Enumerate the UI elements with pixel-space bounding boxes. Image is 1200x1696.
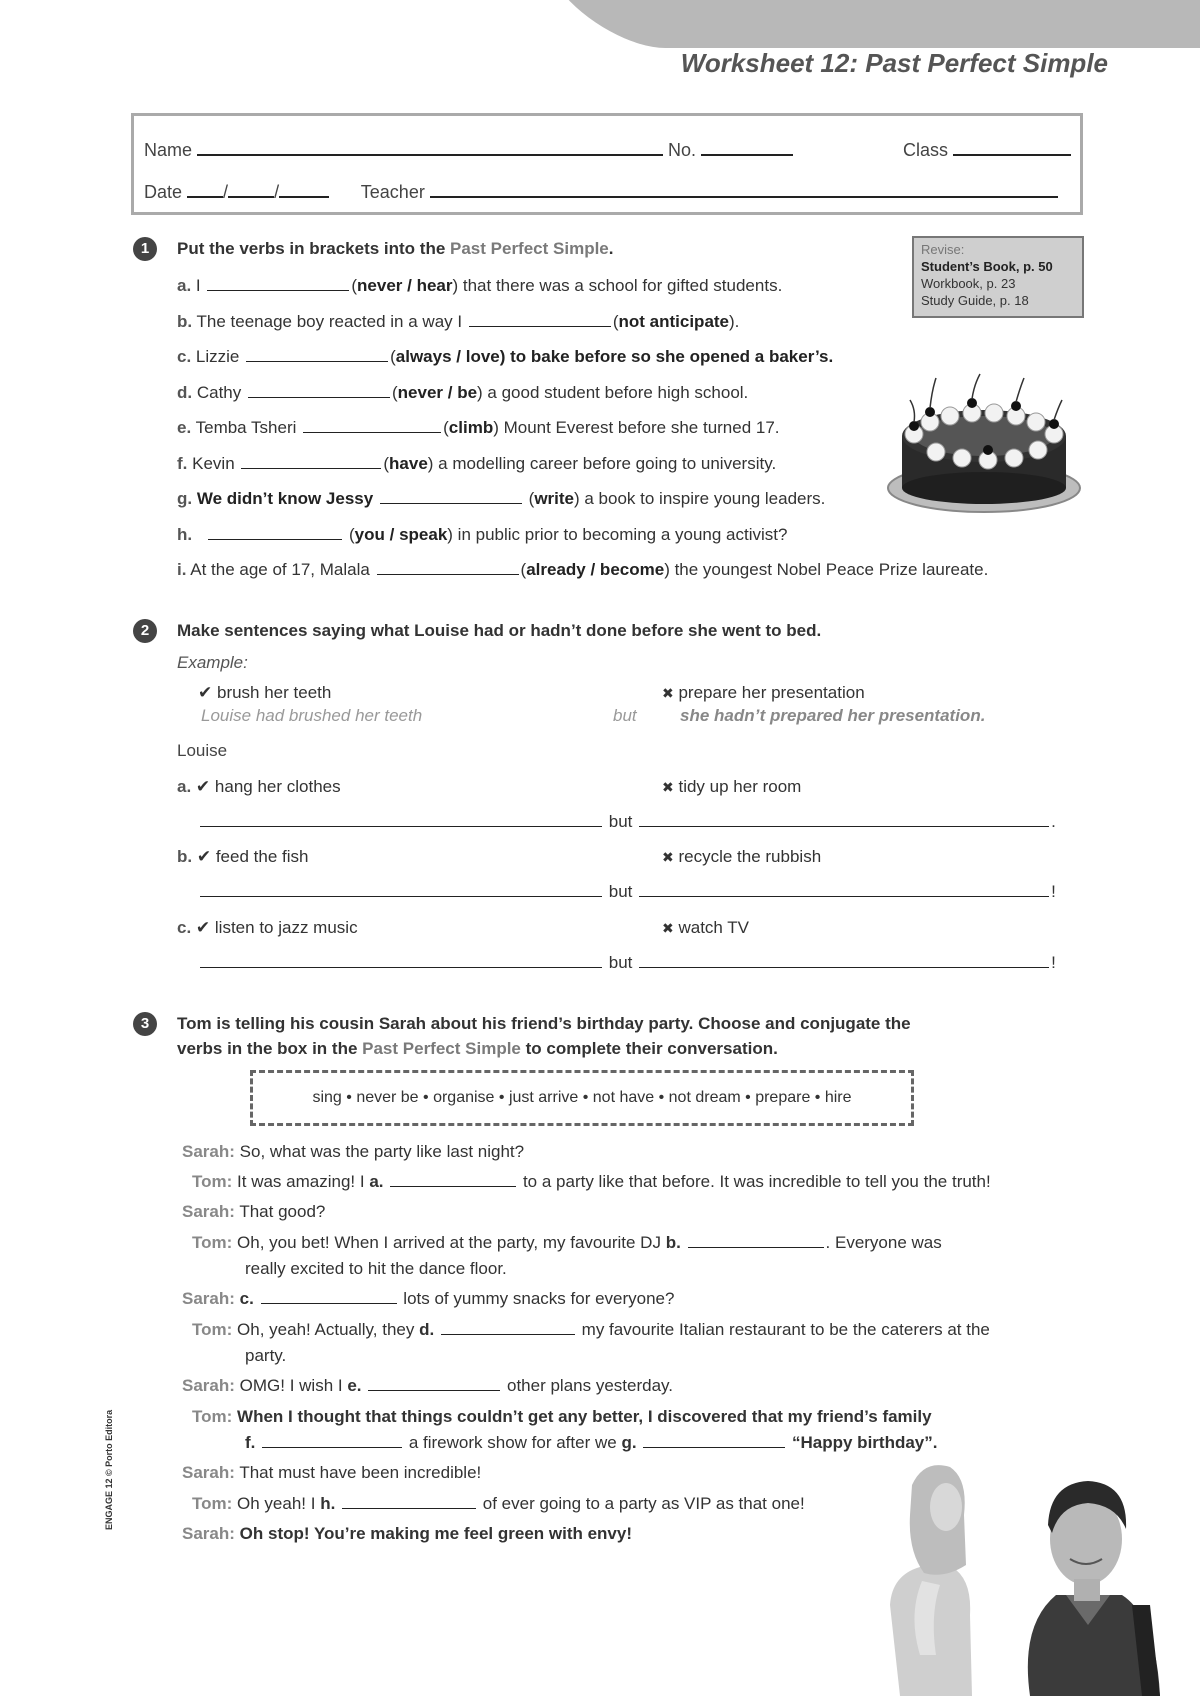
exercise-1-item-g: g. We didn’t know Jessy (write) a book to inspire young leaders. <box>177 489 826 508</box>
revise-study-guide: Study Guide, p. 18 <box>921 293 1029 308</box>
example-not-done-text: prepare her presentation <box>678 683 865 702</box>
check-icon: ✔ <box>198 683 213 702</box>
dialogue-line <box>192 1407 932 1427</box>
item-done-text: hang her clothes <box>214 777 341 796</box>
exercise-1-heading-text: Put the verbs in brackets into the <box>177 239 451 258</box>
answer-blank[interactable] <box>377 560 519 575</box>
item-done-text: listen to jazz music <box>214 918 358 937</box>
date-label: Date <box>144 182 183 202</box>
dialogue-text: Oh, you bet! When I arrived at the party, my favourite DJ <box>237 1233 666 1252</box>
speaker-tom: Tom: <box>192 1233 233 1252</box>
dialogue-text: “Happy birthday”. <box>787 1433 938 1452</box>
check-icon: ✔ <box>196 847 212 866</box>
dialogue-line <box>182 1463 481 1483</box>
item-label: g. <box>177 489 193 508</box>
date-row <box>144 180 1058 203</box>
revise-workbook: Workbook, p. 23 <box>921 276 1016 291</box>
exercise-2-item-a <box>177 777 341 797</box>
gap-label: h. <box>320 1494 336 1513</box>
item-label: b. <box>177 847 193 866</box>
item-verb: not anticipate <box>618 312 730 331</box>
answer-blank[interactable] <box>246 347 388 362</box>
exercise-2-heading: Make sentences saying what Louise had or hadn’t done before she went to bed. <box>177 621 822 640</box>
answer-blank-right[interactable] <box>639 882 1049 897</box>
item-label: a. <box>177 777 192 796</box>
answer-blank-right[interactable] <box>639 812 1049 827</box>
teenagers-photo <box>860 1455 1180 1696</box>
example-but: but <box>613 706 637 725</box>
item-text: ). <box>729 312 740 331</box>
item-text: ) a good student before high school. <box>477 383 749 402</box>
class-label: Class <box>903 140 949 160</box>
item-label: h. <box>177 525 193 544</box>
exercise-2-answer-c <box>198 953 1056 973</box>
dialogue-text: It was amazing! I <box>237 1172 370 1191</box>
item-done-text: feed the fish <box>215 847 309 866</box>
copyright-text: ENGAGE 12 © Porto Editora <box>104 1409 114 1530</box>
dialogue-line: party. <box>245 1346 287 1365</box>
item-text: ) a modelling career before going to university. <box>427 454 777 473</box>
exercise-2-item-c-not <box>662 918 749 938</box>
item-label: b. <box>177 312 193 331</box>
example-done <box>198 683 331 703</box>
item-text: ) that there was a school for gifted students. <box>452 276 783 295</box>
answer-blank[interactable] <box>441 1320 575 1335</box>
gap-label: g. <box>621 1433 637 1452</box>
speaker-sarah: Sarah: <box>182 1376 235 1395</box>
exercise-1-heading <box>177 239 614 259</box>
teacher-label: Teacher <box>360 182 425 202</box>
exercise-1-item-c: c. Lizzie (always / love) to bake before so she opened a baker’s. <box>177 347 834 366</box>
exercise-2-item-a-not <box>662 777 801 797</box>
check-icon: ✔ <box>195 918 211 937</box>
answer-blank[interactable] <box>469 312 611 327</box>
date-slash: / <box>223 182 229 202</box>
dialogue-line <box>182 1376 673 1396</box>
dialogue-text: to a party like that before. It was incredible to tell you the truth! <box>518 1172 991 1191</box>
speaker-tom: Tom: <box>192 1494 233 1513</box>
check-icon: ✔ <box>195 777 211 796</box>
exercise-1-item-f: f. Kevin (have) a modelling career before going to university. <box>177 454 777 473</box>
example-done-text: brush her teeth <box>216 683 332 702</box>
speaker-tom: Tom: <box>192 1320 233 1339</box>
dialogue-text: OMG! I wish I <box>239 1376 348 1395</box>
exercise-1-item-b: b. The teenage boy reacted in a way I (not anticipate). <box>177 312 740 331</box>
sentence-end: . <box>1051 812 1056 831</box>
exercise-1-number: 1 <box>133 237 157 261</box>
dialogue-text: Oh, yeah! Actually, they <box>237 1320 420 1339</box>
louise-label: Louise <box>177 741 228 760</box>
dialogue-line <box>192 1320 990 1340</box>
speaker-sarah: Sarah: <box>182 1524 235 1543</box>
speaker-tom: Tom: <box>192 1172 233 1191</box>
item-not-done-text: tidy up her room <box>678 777 802 796</box>
exercise-2-item-c <box>177 918 358 938</box>
class-row <box>903 138 1071 161</box>
item-text: Kevin <box>192 454 240 473</box>
item-label: a. <box>177 276 192 295</box>
gap-label: c. <box>239 1289 254 1308</box>
item-text: We didn’t know Jessy <box>196 489 378 508</box>
dialogue-text: . Everyone was <box>825 1233 942 1252</box>
page-title: Worksheet 12: Past Perfect Simple <box>680 48 1108 78</box>
exercise-2-item-b-not <box>662 847 821 867</box>
number-field[interactable] <box>701 138 793 156</box>
item-text: Cathy <box>196 383 246 402</box>
item-verb: climb <box>448 418 494 437</box>
answer-blank[interactable] <box>688 1233 824 1248</box>
dialogue-text: When I thought that things couldn’t get any better, I discovered that my friend’s family <box>237 1407 932 1426</box>
item-text: At the age of 17, Malala <box>190 560 375 579</box>
exercise-1-item-i: i. At the age of 17, Malala (already / become) the youngest Nobel Peace Prize laureate. <box>177 560 989 579</box>
speaker-sarah: Sarah: <box>182 1142 235 1161</box>
item-label: f. <box>177 454 188 473</box>
dialogue-line <box>245 1433 937 1453</box>
exercise-1-item-h: h. (you / speak) in public prior to becoming a young activist? <box>177 525 788 544</box>
item-text: The teenage boy reacted in a way I <box>196 312 467 331</box>
name-label: Name <box>144 140 193 160</box>
item-label: c. <box>177 918 192 937</box>
cross-icon: ✖ <box>662 779 674 795</box>
speaker-tom: Tom: <box>192 1407 233 1426</box>
but-text: but <box>608 953 633 972</box>
dialogue-line <box>182 1524 632 1544</box>
gap-label: f. <box>245 1433 256 1452</box>
heading-accent: Past Perfect Simple <box>362 1039 521 1058</box>
dialogue-line <box>182 1289 674 1309</box>
dialogue-text: Oh stop! You’re making me feel green with envy! <box>239 1524 633 1543</box>
heading-text: verbs in the box in the <box>177 1039 363 1058</box>
answer-blank[interactable] <box>390 1172 516 1187</box>
dialogue-line <box>192 1233 942 1253</box>
dialogue-line <box>192 1172 991 1192</box>
answer-blank[interactable] <box>303 418 441 433</box>
example-answer-left: Louise had brushed her teeth <box>201 706 423 725</box>
exercise-3-heading-line1: Tom is telling his cousin Sarah about his friend’s birthday party. Choose and conjugate the <box>177 1014 911 1033</box>
dialogue-text: Oh yeah! I <box>237 1494 321 1513</box>
dialogue-line <box>182 1142 524 1162</box>
exercise-1-item-a: a. I (never / hear) that there was a school for gifted students. <box>177 276 783 295</box>
cross-icon: ✖ <box>662 685 674 701</box>
exercise-1-heading-accent: Past Perfect Simple <box>450 239 609 258</box>
answer-blank[interactable] <box>643 1433 785 1448</box>
speaker-sarah: Sarah: <box>182 1463 235 1482</box>
dialogue-line <box>182 1202 325 1222</box>
date-day-field[interactable] <box>187 180 223 198</box>
dialogue-text: my favourite Italian restaurant to be the caterers at the <box>576 1320 990 1339</box>
answer-blank[interactable] <box>207 276 349 291</box>
dialogue-text: a firework show for after we <box>404 1433 622 1452</box>
dialogue-text: So, what was the party like last night? <box>239 1142 525 1161</box>
gap-label: d. <box>419 1320 435 1339</box>
item-not-done-text: recycle the rubbish <box>678 847 822 866</box>
dialogue-text: That must have been incredible! <box>239 1463 482 1482</box>
answer-blank[interactable] <box>380 489 522 504</box>
item-text: ) to bake before so she opened a baker’s. <box>499 347 834 366</box>
item-text: ) the youngest Nobel Peace Prize laureate. <box>664 560 989 579</box>
cake-image <box>884 370 1084 518</box>
revise-box <box>912 236 1084 318</box>
exercise-2-answer-a <box>198 812 1056 832</box>
sentence-end: ! <box>1051 882 1056 901</box>
item-verb: you / speak <box>354 525 448 544</box>
answer-blank-left[interactable] <box>200 812 602 827</box>
exercise-1-item-e: e. Temba Tsheri (climb) Mount Everest before she turned 17. <box>177 418 780 437</box>
answer-blank[interactable] <box>248 383 390 398</box>
answer-blank[interactable] <box>262 1433 402 1448</box>
answer-blank-right[interactable] <box>639 953 1049 968</box>
item-verb: always / love <box>395 347 500 366</box>
cross-icon: ✖ <box>662 920 674 936</box>
cross-icon: ✖ <box>662 849 674 865</box>
name-row <box>144 138 793 161</box>
answer-blank[interactable] <box>342 1494 476 1509</box>
word-box: sing • never be • organise • just arrive • not have • not dream • prepare • hire <box>250 1070 914 1126</box>
exercise-3-heading-line2 <box>177 1039 778 1059</box>
item-label: i. <box>177 560 187 579</box>
speaker-sarah: Sarah: <box>182 1289 235 1308</box>
date-slash: / <box>274 182 280 202</box>
revise-title: Revise: <box>921 242 965 257</box>
revise-students-book: Student’s Book, p. 50 <box>921 259 1053 274</box>
answer-blank[interactable] <box>368 1376 500 1391</box>
gap-label: a. <box>369 1172 384 1191</box>
answer-blank[interactable] <box>241 454 381 469</box>
gap-label: e. <box>347 1376 362 1395</box>
teacher-field[interactable] <box>430 180 1058 198</box>
item-verb: never / be <box>397 383 478 402</box>
example-label: Example: <box>177 653 248 672</box>
speaker-sarah: Sarah: <box>182 1202 235 1221</box>
item-text: ) in public prior to becoming a young activist? <box>447 525 788 544</box>
header-band <box>560 0 1200 48</box>
dialogue-line: really excited to hit the dance floor. <box>245 1259 507 1278</box>
item-text: Temba Tsheri <box>195 418 302 437</box>
item-verb: already / become <box>526 560 665 579</box>
exercise-2-item-b <box>177 847 308 867</box>
date-month-field[interactable] <box>228 180 274 198</box>
example-not-done <box>662 683 865 703</box>
answer-blank[interactable] <box>261 1289 397 1304</box>
dialogue-text: That good? <box>239 1202 326 1221</box>
exercise-1-item-d: d. Cathy (never / be) a good student before high school. <box>177 383 749 402</box>
item-verb: have <box>389 454 428 473</box>
item-text: Lizzie <box>195 347 245 366</box>
item-label: c. <box>177 347 192 366</box>
item-label: e. <box>177 418 192 437</box>
answer-blank-left[interactable] <box>200 953 602 968</box>
dialogue-text: other plans yesterday. <box>502 1376 673 1395</box>
item-verb: write <box>534 489 574 508</box>
item-not-done-text: watch TV <box>678 918 750 937</box>
gap-label: b. <box>665 1233 681 1252</box>
student-info-box <box>131 113 1083 215</box>
name-field[interactable] <box>197 138 663 156</box>
dialogue-line <box>192 1494 805 1514</box>
dialogue-text: of ever going to a party as VIP as that one! <box>478 1494 805 1513</box>
but-text: but <box>608 882 633 901</box>
exercise-1-heading-end: . <box>608 239 614 258</box>
class-field[interactable] <box>953 138 1071 156</box>
item-verb: never / hear <box>357 276 453 295</box>
exercise-2-answer-b <box>198 882 1056 902</box>
dialogue-text: lots of yummy snacks for everyone? <box>398 1289 675 1308</box>
exercise-2-number: 2 <box>133 619 157 643</box>
answer-blank-left[interactable] <box>200 882 602 897</box>
item-text: ) a book to inspire young leaders. <box>574 489 826 508</box>
example-answer-right: she hadn’t prepared her presentation. <box>680 706 986 725</box>
heading-text: to complete their conversation. <box>520 1039 778 1058</box>
but-text: but <box>608 812 633 831</box>
item-label: d. <box>177 383 193 402</box>
sentence-end: ! <box>1051 953 1056 972</box>
exercise-3-number: 3 <box>133 1012 157 1036</box>
number-label: No. <box>668 140 697 160</box>
answer-blank[interactable] <box>208 525 342 540</box>
item-text: I <box>195 276 206 295</box>
date-year-field[interactable] <box>279 180 329 198</box>
item-text: ) Mount Everest before she turned 17. <box>493 418 780 437</box>
